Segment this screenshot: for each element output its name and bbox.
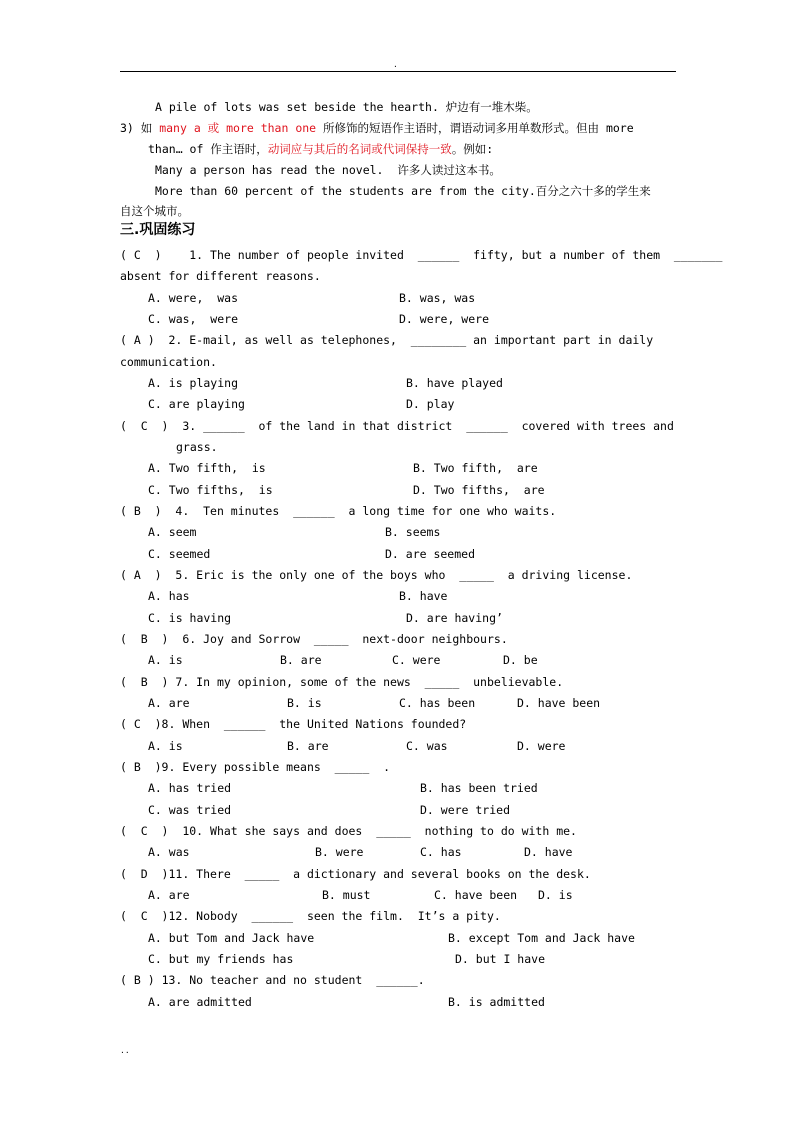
option: D. play: [406, 397, 455, 411]
option: A. was: [148, 845, 190, 859]
option: A. is: [148, 653, 183, 667]
option: A. is: [148, 739, 183, 753]
question-4: [120, 503, 556, 519]
option: D. were, were: [399, 312, 490, 326]
rule-3-text-3: 。例如:: [451, 142, 494, 156]
option: C. is having: [148, 611, 232, 625]
option: D. is: [538, 888, 573, 902]
answer-marker: ( B ): [120, 675, 169, 689]
option: C. are playing: [148, 397, 245, 411]
rule-3-line: [120, 120, 634, 136]
option: C. were: [392, 653, 441, 667]
answer-marker: ( A ): [120, 568, 162, 582]
question-stem: 5. Eric is the only one of the boys who _____ a driving license.: [175, 568, 633, 582]
option: A. are: [148, 696, 190, 710]
rule-3-highlight: many a 或 more than one: [159, 121, 317, 135]
question-2: [120, 332, 653, 348]
option: A. are admitted: [148, 995, 252, 1009]
example-2: More than 60 percent of the students are from the city.百分之六十多的学生来: [155, 184, 651, 198]
footer-mark: ..: [120, 1046, 130, 1055]
question-6: [120, 631, 508, 647]
question-12: [120, 908, 501, 924]
option: B. Two fifth, are: [413, 461, 538, 475]
option: D. were tried: [420, 803, 511, 817]
option: C. but my friends has: [148, 952, 294, 966]
question-stem: 4. Ten minutes ______ a long time for one who waits.: [175, 504, 557, 518]
option: D. Two fifths, are: [413, 483, 545, 497]
question-stem: 13. No teacher and no student ______.: [161, 973, 425, 987]
option: C. has: [420, 845, 462, 859]
answer-marker: ( A ): [120, 333, 155, 347]
answer-marker: ( C ): [120, 717, 162, 731]
question-stem: 2. E-mail, as well as telephones, ________ an important part in daily: [168, 333, 654, 347]
answer-marker: ( C ): [120, 248, 162, 262]
answer-marker: ( B ): [120, 760, 162, 774]
option: B. are: [280, 653, 322, 667]
option: B. must: [322, 888, 371, 902]
option: C. has been: [399, 696, 476, 710]
question-8: [120, 716, 466, 732]
question-stem: 1. The number of people invited ______ fifty, but a number of them _______: [189, 248, 723, 262]
option: B. are: [287, 739, 329, 753]
option: B. have: [399, 589, 448, 603]
question-1: [120, 247, 722, 263]
answer-marker: ( B ): [120, 504, 162, 518]
question-7: [120, 674, 563, 690]
option: B. is admitted: [448, 995, 545, 1009]
option: B. has been tried: [420, 781, 538, 795]
section-title: 三.巩固练习: [120, 222, 196, 238]
rule-3-highlight-2: 动词应与其后的名词或代词保持一致: [267, 142, 452, 156]
option: B. was, was: [399, 291, 476, 305]
rule-3-line-2: [148, 141, 493, 157]
note-line-1: A pile of lots was set beside the hearth. 炉边有一堆木柴。: [155, 100, 538, 114]
question-stem-continued: absent for different reasons.: [120, 269, 321, 283]
option: D. were: [517, 739, 566, 753]
option: A. were, was: [148, 291, 239, 305]
question-stem: 11. There _____ a dictionary and several books on the desk.: [168, 867, 591, 881]
option: B. were: [315, 845, 364, 859]
question-5: [120, 567, 632, 583]
question-stem-continued: communication.: [120, 355, 217, 369]
answer-marker: ( C ): [120, 824, 169, 838]
question-3: [120, 418, 674, 434]
question-stem: 6. Joy and Sorrow _____ next-door neighbours.: [182, 632, 508, 646]
option: A. has tried: [148, 781, 232, 795]
question-9: [120, 759, 390, 775]
option: A. has: [148, 589, 190, 603]
rule-3-text-2: than… of 作主语时，: [148, 142, 268, 156]
example-2-continued: 自这个城市。: [120, 204, 189, 218]
option: A. is playing: [148, 376, 239, 390]
answer-marker: ( D ): [120, 867, 169, 881]
question-stem: 9. Every possible means _____ .: [161, 760, 391, 774]
question-stem: 7. In my opinion, some of the news _____ unbelievable.: [175, 675, 564, 689]
option: D. but I have: [455, 952, 546, 966]
example-1: Many a person has read the novel. 许多人读过这本书。: [155, 163, 501, 177]
option: D. are having’: [406, 611, 503, 625]
question-stem: 3. ______ of the land in that district ______ covered with trees and: [182, 419, 674, 433]
option: C. was, were: [148, 312, 239, 326]
header-mark: .: [393, 60, 398, 69]
option: A. are: [148, 888, 190, 902]
question-stem: 8. When ______ the United Nations founded?: [161, 717, 467, 731]
header-rule: [120, 71, 676, 72]
option: C. seemed: [148, 547, 211, 561]
option: C. have been: [434, 888, 518, 902]
option: C. was tried: [148, 803, 232, 817]
option: D. are seemed: [385, 547, 476, 561]
option: B. except Tom and Jack have: [448, 931, 635, 945]
option: A. Two fifth, is: [148, 461, 266, 475]
option: D. have: [524, 845, 573, 859]
option: C. Two fifths, is: [148, 483, 273, 497]
question-stem-continued: grass.: [176, 440, 218, 454]
question-10: [120, 823, 577, 839]
question-stem: 12. Nobody ______ seen the film. It’s a pity.: [168, 909, 501, 923]
answer-marker: ( B ): [120, 973, 155, 987]
question-stem: 10. What she says and does _____ nothing to do with me.: [182, 824, 577, 838]
question-11: [120, 866, 591, 882]
option: B. have played: [406, 376, 503, 390]
option: B. seems: [385, 525, 441, 539]
rule-3-number: 3) 如: [120, 121, 160, 135]
option: D. have been: [517, 696, 601, 710]
option: D. be: [503, 653, 538, 667]
answer-marker: ( C ): [120, 419, 169, 433]
question-13: [120, 972, 425, 988]
option: A. but Tom and Jack have: [148, 931, 315, 945]
option: C. was: [406, 739, 448, 753]
rule-3-text: 所修饰的短语作主语时，谓语动词多用单数形式。但由 more: [316, 121, 634, 135]
answer-marker: ( C ): [120, 909, 169, 923]
answer-marker: ( B ): [120, 632, 169, 646]
option: B. is: [287, 696, 322, 710]
option: A. seem: [148, 525, 197, 539]
